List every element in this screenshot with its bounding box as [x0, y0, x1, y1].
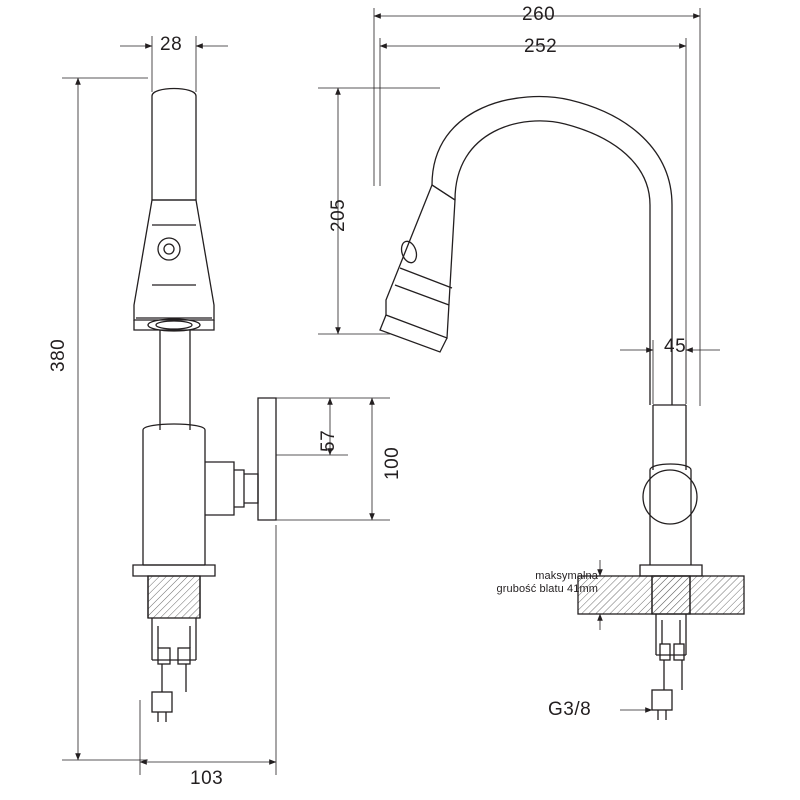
dimension-label-205: 205 [328, 198, 349, 232]
countertop-note-line2: grubość blatu 41mm [496, 583, 598, 595]
faucet-side-view [380, 97, 744, 720]
dimension-label-260: 260 [522, 4, 556, 25]
dimension-label-252: 252 [524, 36, 558, 57]
dimension-label-28: 28 [160, 34, 183, 55]
countertop-note [486, 570, 598, 596]
dimension-label-45: 45 [664, 336, 687, 357]
dimension-label-g38: G3/8 [548, 699, 592, 720]
dimension-label-380: 380 [48, 338, 69, 372]
faucet-front-view [133, 89, 276, 723]
countertop-note-line1: maksymalna [535, 570, 598, 582]
dimension-label-100: 100 [382, 446, 403, 480]
dimension-label-103: 103 [190, 768, 224, 789]
dimension-label-57: 57 [318, 429, 339, 452]
